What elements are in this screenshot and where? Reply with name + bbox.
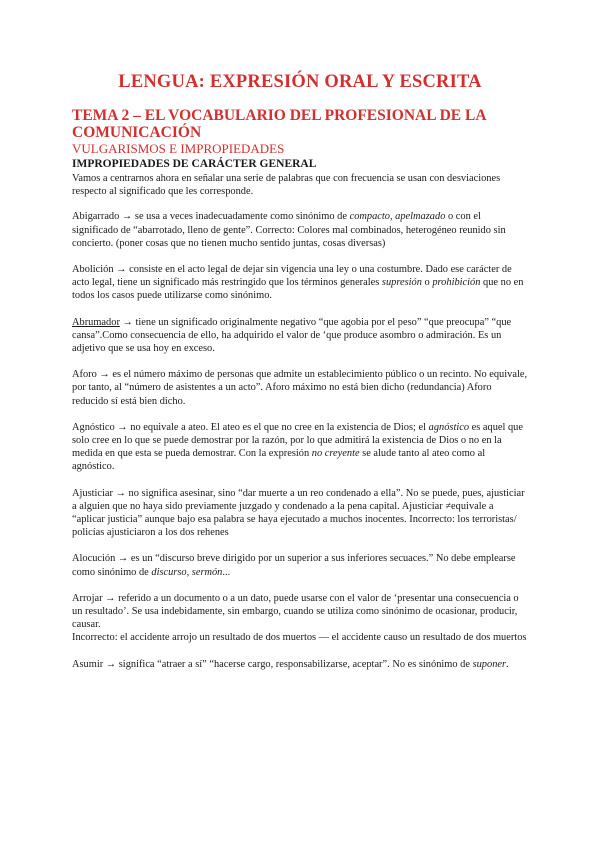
section-heading: IMPROPIEDADES DE CARÁCTER GENERAL bbox=[72, 158, 317, 170]
entry-aforo: Aforo → es el número máximo de personas que admite un establecimiento público o un recinto. No equivale, por tanto, al “número de asistentes a un acto”. Aforo máximo no está bien dicho (redundancia) Aforo reducido sí está bien dicho. bbox=[72, 369, 528, 407]
entry-alocucion: Alocución → es un “discurso breve dirigido por un superior a sus inferiores secuaces.” No debe emplearse como sinónimo de discurso, sermón... bbox=[72, 553, 516, 578]
entry-asumir: Asumir → significa “atraer a sí” “hacerse cargo, responsabilizarse, aceptar”. No es sinónimo de suponer. bbox=[72, 658, 509, 670]
entry-agnostico: Agnóstico → no equivale a ateo. El ateo es el que no cree en la existencia de Dios; el agnóstico es aquel que solo cree en lo que se puede demostrar por la razón, por lo que admitirá la existencia de Dios o no en la medida en que esta se pueda demostrar. Con la expresión no creyente se alude tanto al ateo como al agnóstico. bbox=[72, 421, 523, 473]
entry-abrumador: Abrumador → tiene un significado originalmente negativo “que agobia por el peso” “que preocupa” “que cansa”.Como consecuencia de ello, ha adquirido el valor de ‘que produce asombro o admiración. Es un adjetivo que se usa hoy en exceso. bbox=[72, 316, 512, 355]
entry-arrojar: Arrojar → referido a un documento o a un dato, puede usarse con el valor de ‘presentar una consecuencia o un resultado’. Se usa indebidamente, sin embargo, cuando se utiliza como sinónimo de ocasionar, producir, causar. Incorrecto: el accidente arrojo un resultado de dos muertos — el accidente causo un resultado de dos muertos bbox=[72, 592, 527, 644]
tema-heading: TEMA 2 – EL VOCABULARIO DEL PROFESIONAL DE LA COMUNICACIÓN bbox=[72, 107, 486, 141]
document-title: LENGUA: EXPRESIÓN ORAL Y ESCRITA bbox=[118, 72, 482, 92]
underlined-term: Abrumador bbox=[72, 316, 120, 328]
entry-ajusticiar: Ajusticiar → no significa asesinar, sino “dar muerte a un reo condenado a ella”. No se puede, pues, ajusticiar a alguien que no haya sido previamente juzgado y condenado a la pena capital. Ajusticiar ≠equivale a “aplicar justicia” aunque bajo esa palabra se haya ejecutado a muchos inocentes. Incorrecto: los terroristas/ policías ajusticiaron a los dos rehenes bbox=[72, 487, 525, 539]
entry-abolicion: Abolición → consiste en el acto legal de dejar sin vigencia una ley o una costumbre. Dado ese carácter de acto legal, tiene un significado más restringido que los términos generales supresión o prohibición que no en todos los casos puede utilizarse como sinónimo. bbox=[72, 264, 524, 302]
document-page bbox=[72, 72, 528, 671]
intro-paragraph: Vamos a centrarnos ahora en señalar una serie de palabras que con frecuencia se usan con desviaciones respecto al significado que les corresponde. bbox=[72, 173, 501, 198]
entry-abigarrado: Abigarrado → se usa a veces inadecuadamente como sinónimo de compacto, apelmazado o con el significado de “abarrotado, lleno de gente”. Correcto: Colores mal combinados, heterogéneo reunido sin concierto. (poner cosas que no tienen mucho sentido juntas, cosas diversas) bbox=[72, 211, 506, 249]
subtitle: VULGARISMOS E IMPROPIEDADES bbox=[72, 141, 285, 156]
